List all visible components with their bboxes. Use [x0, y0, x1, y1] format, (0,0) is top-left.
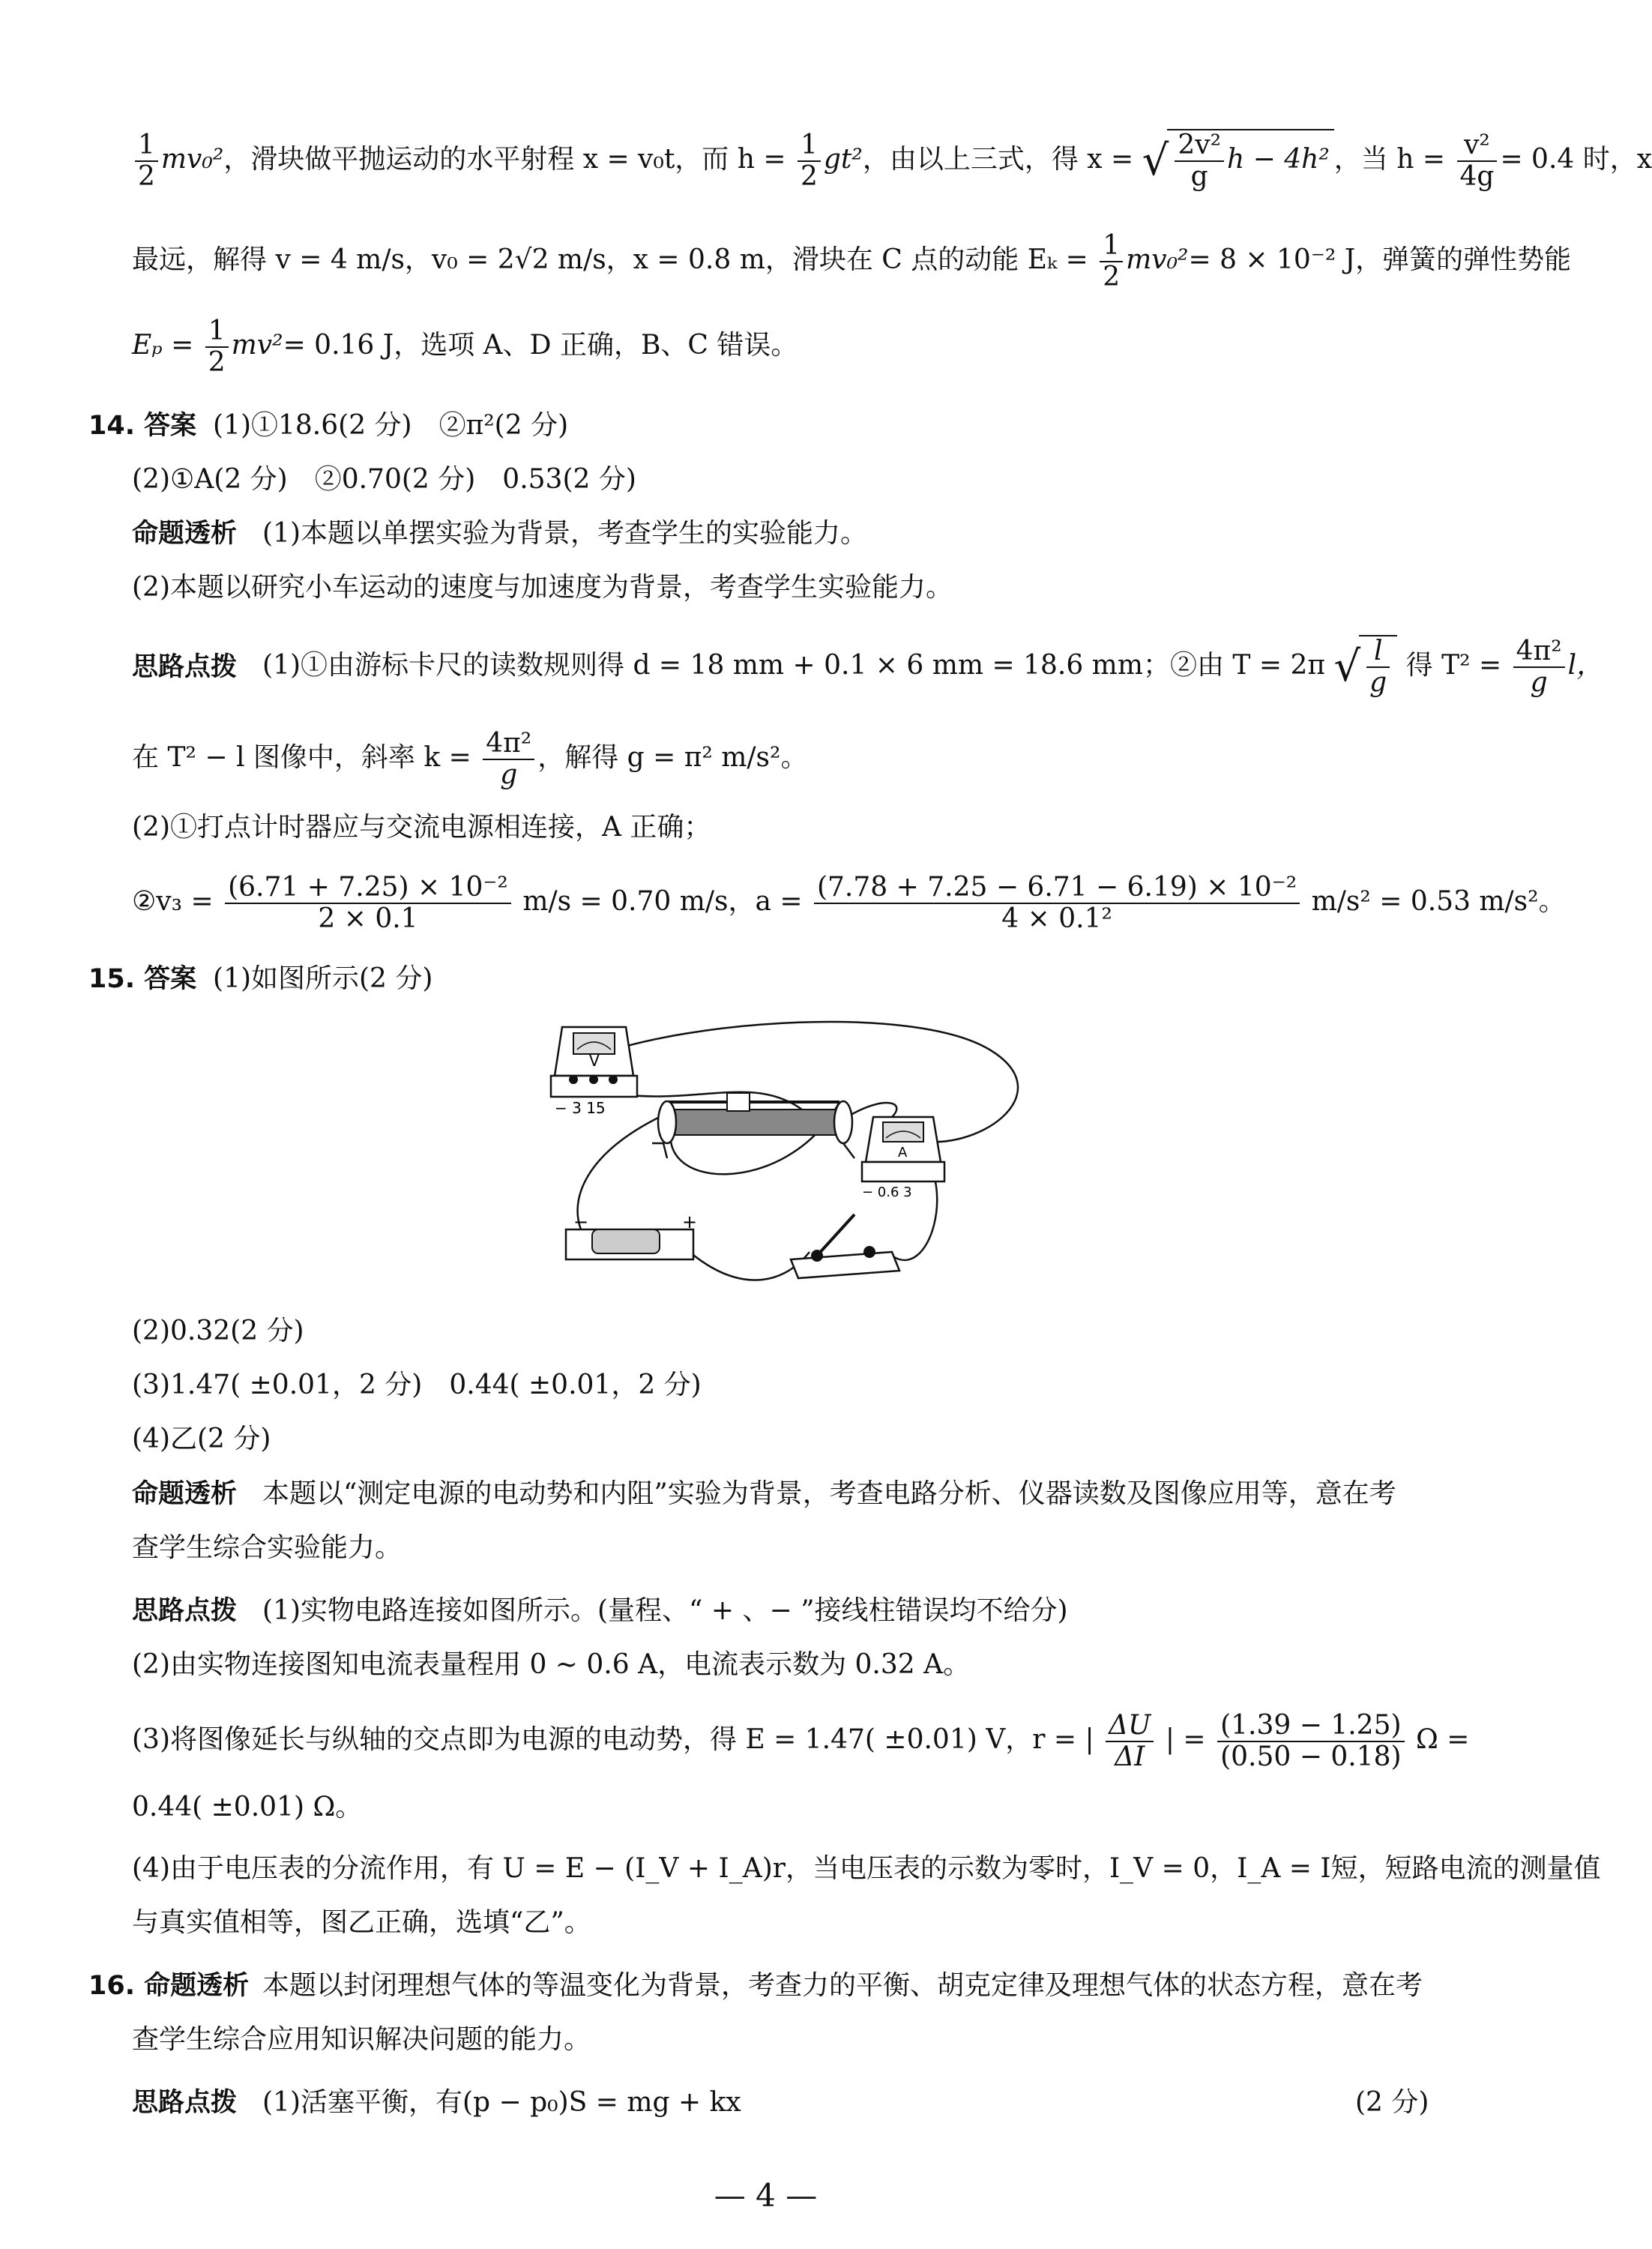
circuit-diagram [540, 1005, 1019, 1297]
fraction-h: $\frac{\text{v²}}{4g}$ [1457, 130, 1498, 192]
fraction-4pi2-over-g: $\frac{\text{4π²}}{g}$ [1513, 636, 1565, 698]
ammeter-icon [862, 1117, 944, 1200]
score-label: (2 分) [1355, 2087, 1429, 2118]
svg-text:+: + [682, 1211, 698, 1232]
fraction-slope: $\frac{\text{4π²}}{g}$ [483, 729, 534, 790]
voltmeter-icon [551, 1027, 637, 1117]
fraction-v3: $\frac{\text{(6.71 + 7.25) × 10⁻²}}{2 \times 0.1}$ [225, 873, 511, 934]
sqrt-expression: $\frac{\text{2v²}}{g}$ h − 4h² [1167, 129, 1333, 192]
fraction-du-di: $\frac{\Delta U}{\Delta I}$ [1106, 1711, 1154, 1772]
page-number: — 4 — [714, 2177, 818, 2214]
rheostat-icon [652, 1093, 854, 1158]
fraction-r: $\frac{(1.39 - 1.25)}{(0.50 - 0.18)}$ [1217, 1711, 1404, 1772]
svg-text:− 3 15: − 3 15 [555, 1099, 606, 1117]
svg-text:V: V [589, 1052, 600, 1070]
battery-icon [566, 1211, 697, 1259]
fraction-half: $\frac{1}{2}$ [135, 130, 158, 192]
switch-icon [791, 1214, 899, 1278]
fraction-half: $\frac{1}{2}$ [1100, 231, 1123, 292]
fraction-half: $\frac{1}{2}$ [205, 316, 229, 378]
svg-text:− 0.6 3: − 0.6 3 [862, 1184, 912, 1200]
fraction-half: $\frac{1}{2}$ [798, 130, 821, 192]
svg-text:−: − [573, 1211, 589, 1232]
fraction-a: $\frac{\text{(7.78 + 7.25 − 6.71 − 6.19) × 10⁻²}}{\text{4 × 0.1²}}$ [814, 873, 1300, 934]
fraction-l-over-g: $\frac{l}{g}$ [1366, 636, 1390, 698]
svg-text:A: A [898, 1145, 908, 1160]
